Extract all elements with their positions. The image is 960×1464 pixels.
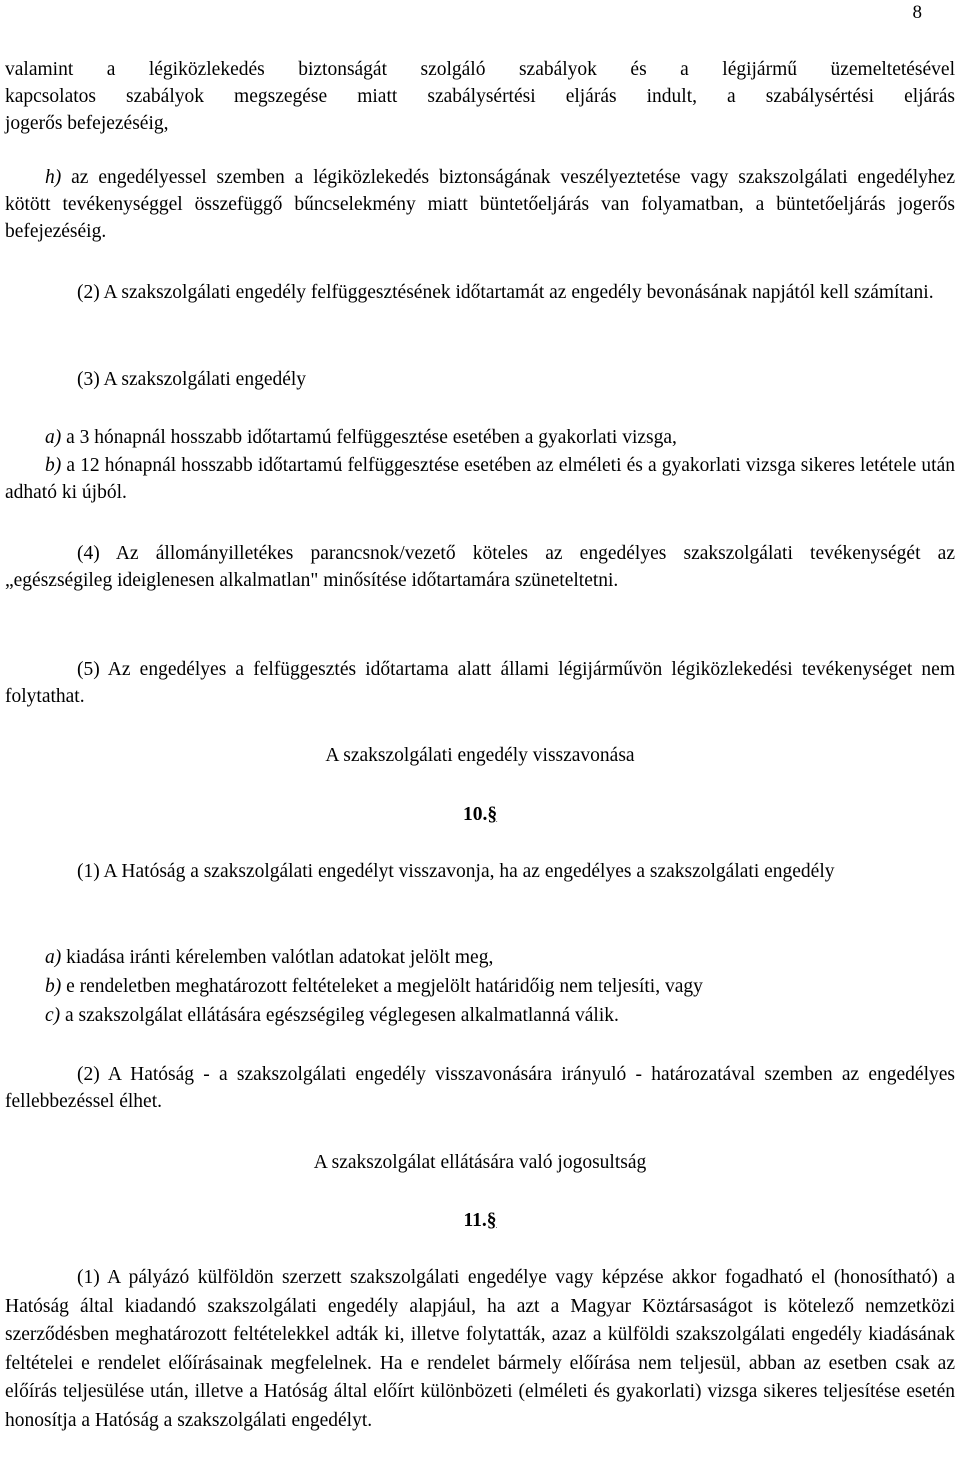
s11-paragraph-1: (1) A pályázó külföldön szerzett szakszolgálati engedélye vagy képzése akkor fogadható el (honosítható) a Hatóság által kiadandó szakszolgálati engedély alapjául, ha azt a Magyar Köztársaságot is kötelező nemzetközi szerződésben meghatározott feltételekkel adták ki, illetve folytatták, azaz a külföldi szakszolgálati engedély kiadásának feltételei e rendelet előírásainak megfelelnek. Ha e rendelet bármely előírása nem teljesül, abban az esetben csak az előírás teljesülése után, illetve a Hatóság által előírt különbözeti (elméleti és gyakorlati) vizsga sikeres teljesítése esetén honosítja a Hatóság a szakszolgálati engedélyt.: [5, 1267, 955, 1431]
text-line: jogerős befejezéséig,: [5, 113, 169, 134]
text-line: valamint a légiközlekedés biztonságát szolgáló szabályok és a légijármű üzemeltetésével: [5, 59, 955, 80]
item-text: az engedélyessel szemben a légiközlekedés biztonságának veszélyeztetése vagy szakszolgálati engedélyhez kötött tevékenységgel összefüggő bűncselekmény miatt büntetőeljárás van folyamatban, a büntetőeljárás jogerős befejezéséig.: [5, 167, 955, 242]
page-number: 8: [912, 2, 922, 23]
list-item-h: [5, 164, 955, 245]
paragraph-5: (5) Az engedélyes a felfüggesztés időtartama alatt állami légijárművön légiközlekedési tevékenységet nem folytathat.: [5, 659, 955, 707]
section-heading-entitlement: A szakszolgálat ellátására való jogosultság: [313, 1152, 647, 1173]
paragraph-4: (4) Az állományilletékes parancsnok/vezető köteles az engedélyes szakszolgálati tevékenységét az „egészségileg ideiglenesen alkalmatlan" minősítése időtartamára szüneteltetni.: [5, 543, 955, 591]
section-sign: §: [486, 1210, 497, 1231]
s10-paragraph-1: (1) A Hatóság a szakszolgálati engedélyt visszavonja, ha az engedélyes a szakszolgálati engedély: [77, 861, 835, 882]
s10-list-item-b: [5, 973, 955, 1000]
item-text: e rendeletben meghatározott feltételeket a megjelölt határidőig nem teljesíti, vagy: [61, 976, 703, 997]
item-text: kiadása iránti kérelemben valótlan adatokat jelölt meg,: [61, 947, 494, 968]
section-number-10: [5, 801, 955, 828]
s10-list-item-c: [5, 1002, 955, 1029]
item-marker: a): [45, 947, 62, 968]
item-marker: b): [45, 455, 62, 476]
paragraph-2: (2) A szakszolgálati engedély felfüggesztésének időtartamát az engedély bevonásának napjától kell számítani.: [77, 282, 934, 303]
item-text: a szakszolgálat ellátására egészségileg véglegesen alkalmatlanná válik.: [60, 1005, 619, 1026]
text-line: kapcsolatos szabályok megszegése miatt szabálysértési eljárás indult, a szabálysértési eljárás: [5, 86, 955, 107]
item-marker: c): [45, 1005, 61, 1026]
paragraph-continuation: [5, 56, 955, 137]
item-marker: h): [45, 167, 62, 188]
section-num: 10.: [462, 804, 488, 825]
list-item-3a: [5, 424, 955, 451]
section-sign: §: [487, 804, 498, 825]
item-text: a 3 hónapnál hosszabb időtartamú felfüggesztése esetében a gyakorlati vizsga,: [61, 427, 677, 448]
item-marker: a): [45, 427, 62, 448]
item-marker: b): [45, 976, 62, 997]
list-item-3b: [5, 452, 955, 506]
s10-paragraph-2: (2) A Hatóság - a szakszolgálati engedély visszavonására irányuló - határozatával szemben az engedélyes fellebbezéssel élhet.: [5, 1064, 955, 1112]
item-text: a 12 hónapnál hosszabb időtartamú felfüggesztése esetében az elméleti és a gyakorlati vizsga sikeres letétele után adható ki újból.: [5, 455, 955, 503]
paragraph-3-intro: (3) A szakszolgálati engedély: [77, 369, 307, 390]
section-num: 11.: [463, 1210, 487, 1231]
s10-list-item-a: [5, 944, 955, 971]
section-number-11: [5, 1207, 955, 1234]
section-heading-revocation: A szakszolgálati engedély visszavonása: [325, 745, 635, 766]
